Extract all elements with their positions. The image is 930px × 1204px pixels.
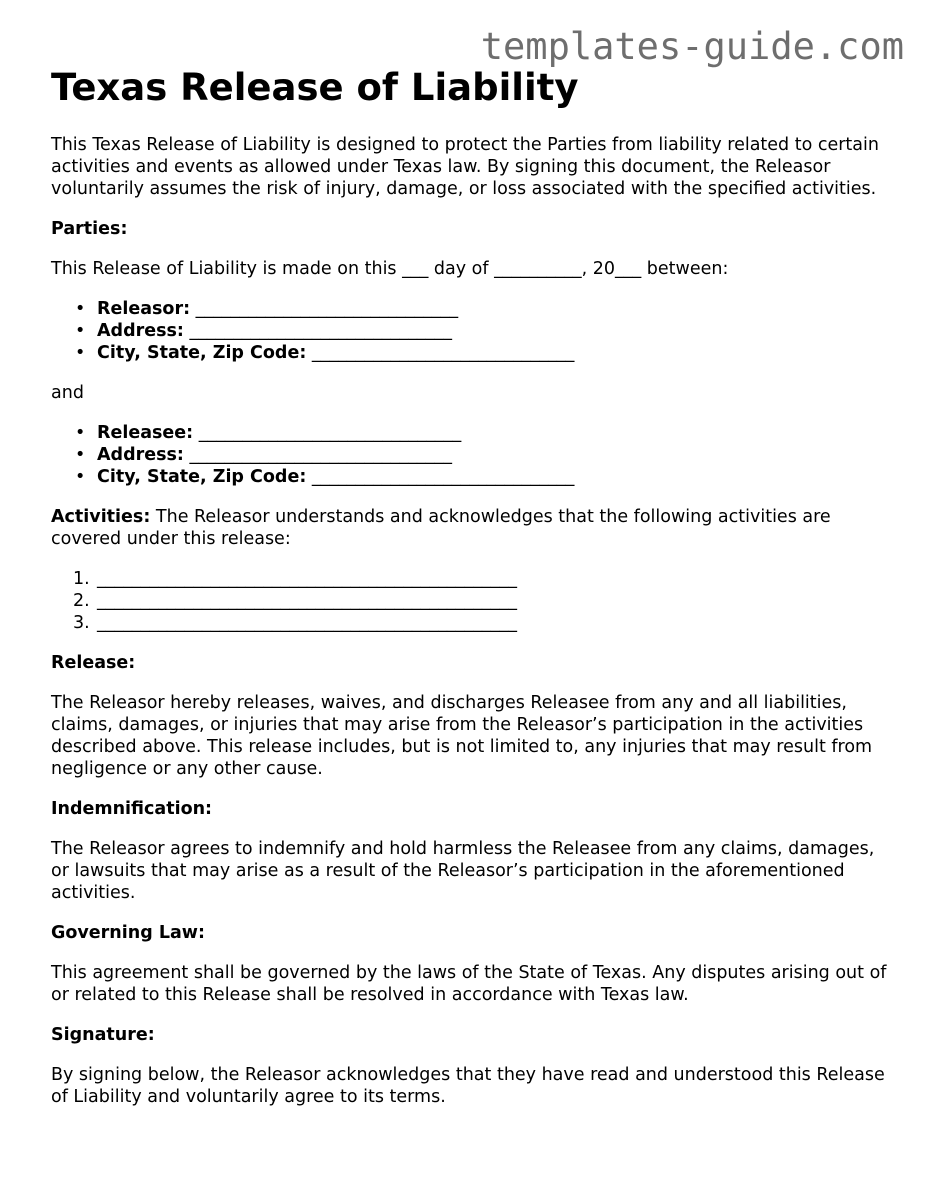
activities-list: [51, 568, 891, 634]
city-state-zip-label: City, State, Zip Code:: [97, 343, 307, 363]
address-label: Address:: [97, 445, 184, 465]
list-item: [51, 466, 891, 488]
list-item: [51, 590, 891, 612]
and-text: and: [51, 383, 84, 403]
parties-made-on: This Release of Liability is made on this ___ day of __________, 20___ between:: [51, 259, 729, 279]
parties-heading: Parties:: [51, 219, 128, 239]
releasor-list: [51, 298, 891, 364]
governing-law-paragraph: This agreement shall be governed by the laws of the State of Texas. Any disputes arising out of or related to this Release shall be resolved in accordance with Texas law.: [51, 963, 887, 1005]
watermark: templates-guide.com: [480, 25, 904, 68]
page-title: Texas Release of Liability: [51, 66, 579, 109]
list-item: [51, 568, 891, 590]
release-heading: Release:: [51, 653, 136, 673]
releasee-label: Releasee:: [97, 423, 194, 443]
list-item: [51, 320, 891, 342]
intro-paragraph: This Texas Release of Liability is designed to protect the Parties from liability related to certain activities and events as allowed under Texas law. By signing this document, the Releasor voluntarily assumes the risk of injury, damage, or loss associated with the specified activities.: [51, 135, 879, 199]
signature-heading: Signature:: [51, 1025, 155, 1045]
activities-paragraph: [51, 506, 891, 550]
activities-text: The Releasor understands and acknowledges that the following activities are covered under this release:: [51, 507, 831, 549]
list-item: [51, 422, 891, 444]
list-item: [51, 342, 891, 364]
fill-blank: ________________________________________________: [97, 591, 517, 611]
fill-blank: ________________________________________________: [97, 569, 517, 589]
release-paragraph: The Releasor hereby releases, waives, and discharges Releasee from any and all liabilities, claims, damages, or injuries that may arise from the Releasor’s participation in the activities described above. This release includes, but is not limited to, any injuries that may result from negligence or any other cause.: [51, 693, 873, 779]
activities-heading: Activities:: [51, 507, 151, 527]
fill-blank: ______________________________: [306, 343, 575, 363]
releasor-label: Releasor:: [97, 299, 191, 319]
governing-law-heading: Governing Law:: [51, 923, 205, 943]
document-body: [51, 64, 891, 1108]
fill-blank: ______________________________: [193, 423, 462, 443]
fill-blank: ______________________________: [190, 299, 459, 319]
fill-blank: ______________________________: [306, 467, 575, 487]
indemnification-heading: Indemnification:: [51, 799, 213, 819]
item-number: 3.: [73, 613, 90, 633]
list-item: [51, 612, 891, 634]
releasee-list: [51, 422, 891, 488]
address-label: Address:: [97, 321, 184, 341]
list-item: [51, 298, 891, 320]
list-item: [51, 444, 891, 466]
fill-blank: ______________________________: [183, 445, 453, 465]
item-number: 2.: [73, 591, 90, 611]
signature-paragraph: By signing below, the Releasor acknowledges that they have read and understood this Release of Liability and voluntarily agree to its terms.: [51, 1065, 885, 1107]
indemnification-paragraph: The Releasor agrees to indemnify and hold harmless the Releasee from any claims, damages, or lawsuits that may arise as a result of the Releasor’s participation in the aforementioned activities.: [51, 839, 875, 903]
fill-blank: ______________________________: [183, 321, 453, 341]
city-state-zip-label: City, State, Zip Code:: [97, 467, 307, 487]
fill-blank: ________________________________________________: [97, 613, 517, 633]
item-number: 1.: [73, 569, 90, 589]
